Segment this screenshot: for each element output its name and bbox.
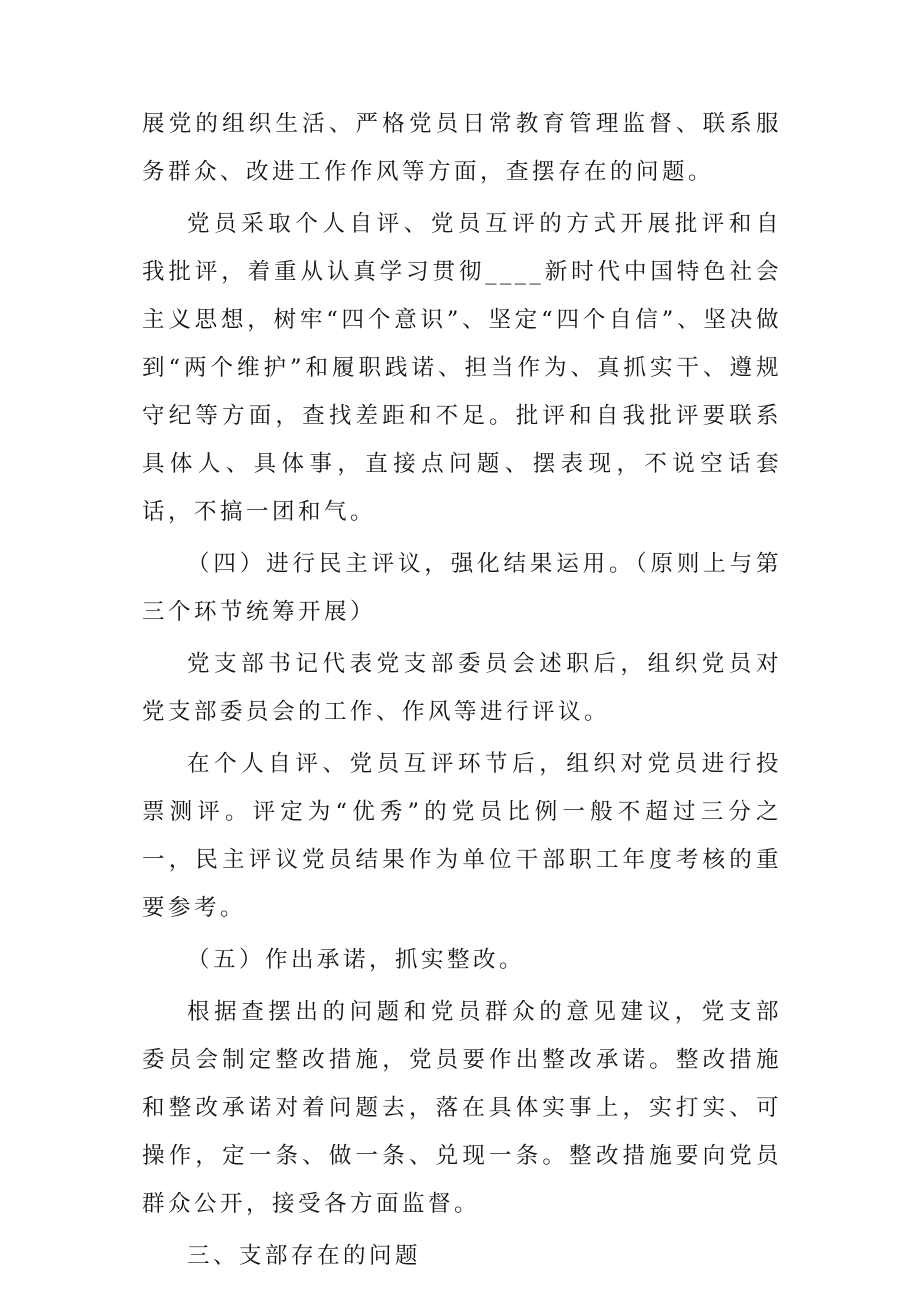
paragraph-voting-evaluation: 在个人自评、党员互评环节后，组织对党员进行投票测评。评定为“优秀”的党员比例一般不超过三分之一，民主评议党员结果作为单位干部职工年度考核的重要参考。 [142,751,782,921]
paragraph-rectification: 根据查摆出的问题和党员群众的意见建议，党支部委员会制定整改措施，党员要作出整改承诺。整改措施和整改承诺对着问题去，落在具体实事上，实打实、可操作，定一条、做一条、兑现一条。整改措施要向党员群众公开，接受各方面监督。 [142,999,782,1217]
paragraph-secretary-report: 党支部书记代表党支部委员会述职后，组织党员对党支部委员会的工作、作风等进行评议。 [142,651,782,725]
section-heading-five: （五）作出承诺，抓实整改。 [187,947,526,973]
paragraph-criticism: 党员采取个人自评、党员互评的方式开展批评和自我批评，着重从认真学习贯彻____新时代中国特色社会主义思想，树牢“四个意识”、坚定“四个自信”、坚决做到“两个维护”和履职践诺、担当作为、真抓实干、遵规守纪等方面，查找差距和不足。批评和自我批评要联系具体人、具体事，直接点问题、摆表现，不说空话套话，不搞一团和气。 [142,211,782,525]
section-heading-four: （四）进行民主评议，强化结果运用。（原则上与第三个环节统筹开展） [142,551,782,625]
section-heading-three: 三、支部存在的问题 [187,1243,422,1269]
document-page [142,100,782,1284]
paragraph-continuation: 展党的组织生活、严格党员日常教育管理监督、联系服务群众、改进工作作风等方面，查摆存在的问题。 [142,111,782,185]
